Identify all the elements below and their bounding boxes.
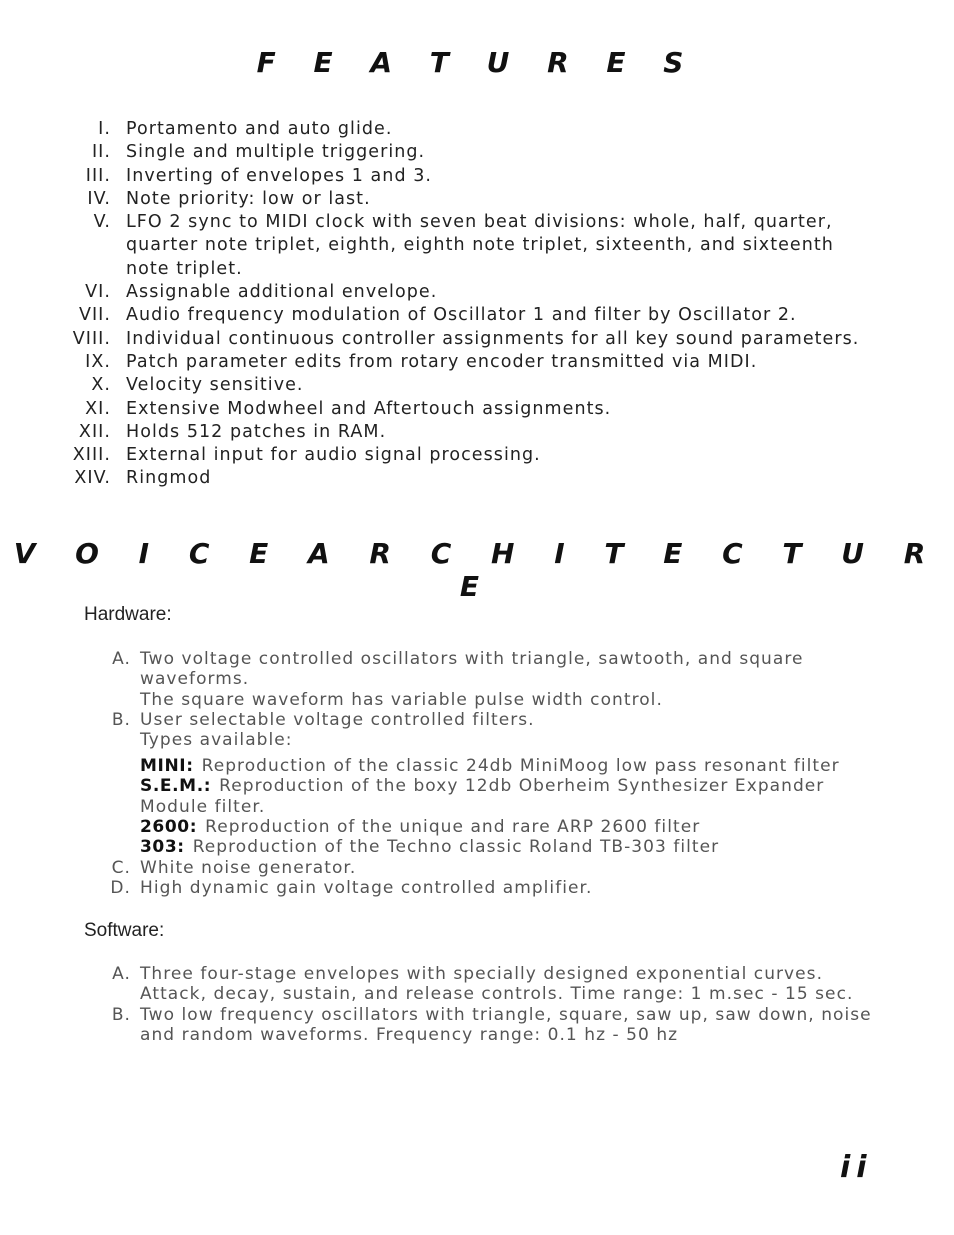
feature-number: V.	[93, 212, 111, 233]
software-label: Software:	[84, 920, 165, 941]
item-letter: B.	[111, 709, 131, 730]
item-letter: A.	[112, 964, 131, 984]
feature-item	[0, 467, 954, 490]
hardware-item	[0, 710, 954, 751]
feature-text: Portamento and auto glide.	[126, 119, 393, 139]
software-item	[0, 1005, 954, 1046]
item-letter: B.	[111, 1004, 131, 1025]
feature-text: Audio frequency modulation of Oscillator 1 and filter by Oscillator 2.	[126, 305, 797, 326]
page-number: ii	[840, 1150, 873, 1185]
item-letter: D.	[110, 878, 131, 899]
filter-desc: Reproduction of the Techno classic Roland TB-303 filter	[192, 837, 720, 858]
filter-name: MINI:	[140, 756, 194, 776]
software-item	[0, 964, 954, 1005]
filter-name: 303:	[140, 837, 185, 858]
voice-architecture-heading: V O I C E A R C H I T E C T U R E	[13, 537, 941, 603]
filter-desc: Reproduction of the classic 24db MiniMoog low pass resonant filter	[201, 756, 840, 776]
feature-item	[0, 281, 954, 304]
feature-number: II.	[91, 142, 111, 163]
item-line: Attack, decay, sustain, and release controls. Time range: 1 m.sec - 15 sec.	[140, 984, 854, 1005]
item-line: User selectable voltage controlled filters.	[140, 709, 535, 730]
features-list	[0, 118, 954, 491]
feature-text: Single and multiple triggering.	[126, 142, 426, 163]
feature-item	[0, 421, 954, 444]
filter-entry	[140, 837, 870, 857]
feature-number: IX.	[85, 351, 111, 372]
feature-number: XIV.	[74, 468, 111, 489]
hardware-item	[0, 649, 954, 710]
item-line: The square waveform has variable pulse width control.	[140, 689, 663, 710]
feature-item	[0, 444, 954, 467]
item-line: Two low frequency oscillators with triangle, square, saw up, saw down, noise and random waveforms. Frequency range: 0.1 hz - 50 hz	[140, 1004, 872, 1045]
feature-number: XI.	[85, 398, 111, 419]
filter-entry	[140, 756, 870, 776]
hardware-list-continued	[0, 858, 954, 899]
feature-text: Extensive Modwheel and Aftertouch assignments.	[126, 398, 612, 419]
feature-item	[0, 328, 954, 351]
filter-entry	[140, 817, 870, 837]
filter-entry	[140, 776, 870, 817]
filter-name: 2600:	[140, 816, 198, 837]
item-letter: C.	[111, 858, 131, 878]
feature-number: XII.	[78, 421, 111, 442]
feature-item	[0, 188, 954, 211]
hardware-list	[0, 649, 954, 750]
item-line: Types available:	[140, 730, 293, 751]
feature-number: IV.	[87, 188, 111, 209]
feature-item	[0, 211, 954, 281]
filter-name: S.E.M.:	[140, 776, 212, 797]
feature-text: Patch parameter edits from rotary encoder transmitted via MIDI.	[126, 351, 758, 372]
feature-item	[0, 398, 954, 421]
item-letter: A.	[112, 649, 131, 669]
feature-item	[0, 304, 954, 327]
feature-number: X.	[91, 375, 111, 396]
feature-item	[0, 118, 954, 141]
feature-item	[0, 374, 954, 397]
feature-text: Note priority: low or last.	[126, 188, 371, 209]
feature-text: LFO 2 sync to MIDI clock with seven beat divisions: whole, half, quarter, quarter note triplet, eighth, eighth note triplet, sixteenth, and sixteenth note triplet.	[126, 212, 834, 279]
hardware-label: Hardware:	[84, 604, 172, 625]
filter-desc: Reproduction of the unique and rare ARP 2600 filter	[205, 816, 701, 837]
item-line: Two voltage controlled oscillators with triangle, sawtooth, and square waveforms.	[140, 649, 804, 690]
feature-text: Ringmod	[126, 468, 212, 489]
feature-text: Assignable additional envelope.	[126, 282, 438, 303]
features-heading: F E A T U R E S	[256, 46, 698, 79]
feature-text: External input for audio signal processing.	[126, 445, 541, 466]
filter-desc: Reproduction of the boxy 12db Oberheim Synthesizer Expander Module filter.	[140, 776, 825, 817]
item-line: High dynamic gain voltage controlled amplifier.	[140, 878, 593, 899]
filter-types	[140, 756, 870, 857]
feature-item	[0, 141, 954, 164]
software-list	[0, 964, 954, 1045]
feature-text: Individual continuous controller assignments for all key sound parameters.	[126, 328, 860, 349]
feature-item	[0, 351, 954, 374]
hardware-item	[0, 878, 954, 898]
feature-number: III.	[85, 165, 111, 186]
feature-number: VII.	[78, 305, 111, 326]
feature-number: XIII.	[72, 445, 111, 466]
item-line: Three four-stage envelopes with specially designed exponential curves.	[140, 964, 824, 984]
feature-number: VI.	[85, 282, 111, 303]
item-line: White noise generator.	[140, 858, 357, 878]
feature-number: VIII.	[72, 328, 111, 349]
feature-item	[0, 165, 954, 188]
feature-number: I.	[98, 119, 111, 139]
hardware-item	[0, 858, 954, 878]
feature-text: Velocity sensitive.	[126, 375, 304, 396]
feature-text: Holds 512 patches in RAM.	[126, 421, 387, 442]
feature-text: Inverting of envelopes 1 and 3.	[126, 165, 433, 186]
